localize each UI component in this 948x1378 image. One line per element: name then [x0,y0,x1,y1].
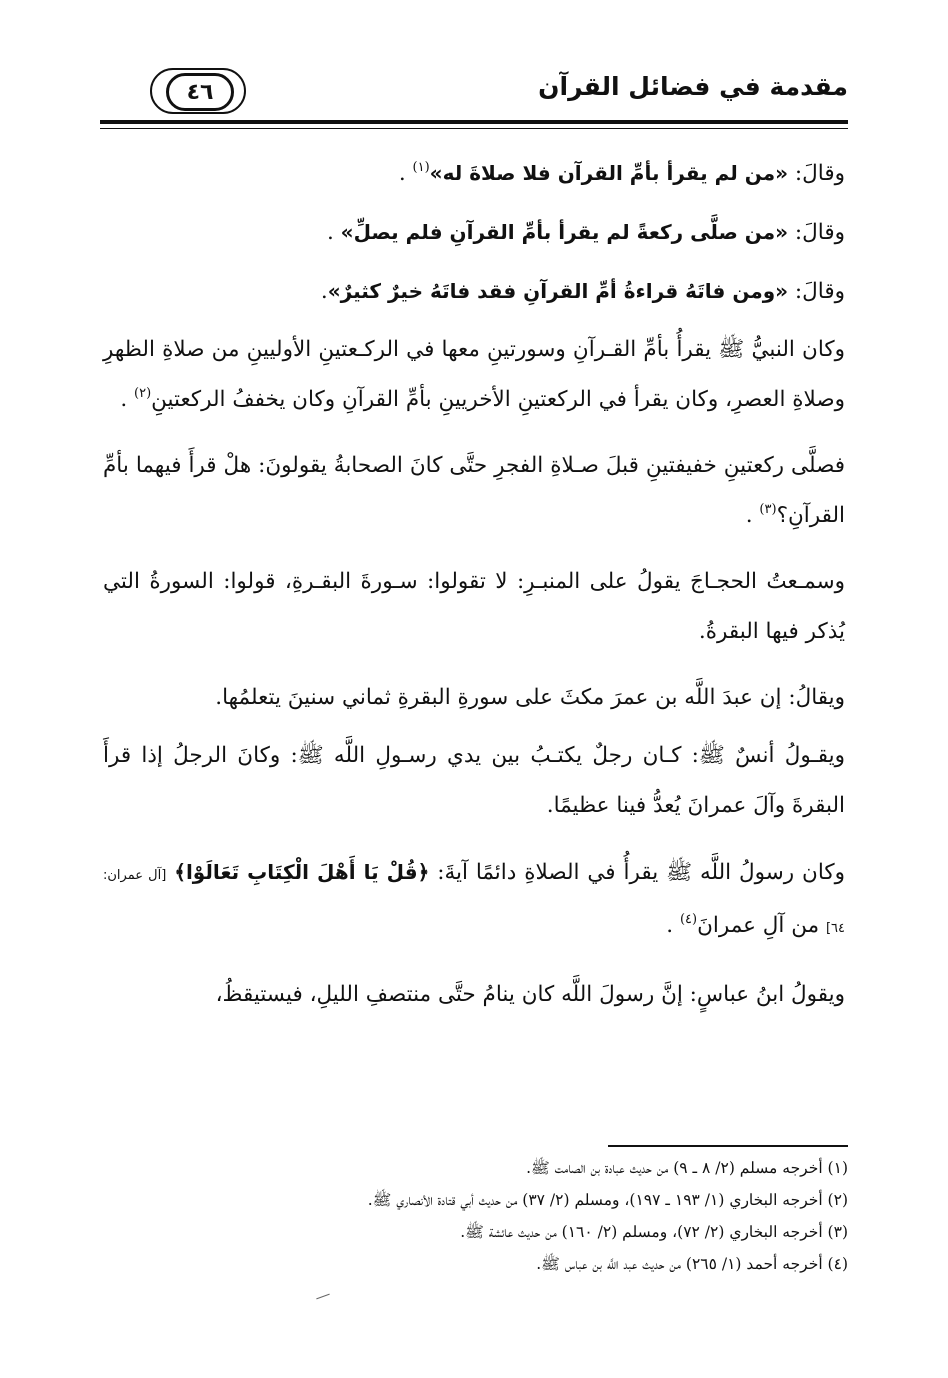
quran-verse: ﴿قُلْ يَا أَهْلَ الْكِتَابِ تَعَالَوْا﴾ [174,860,430,884]
hadith-quote: «ومن فاتَهُ قراءةُ أمِّ القرآنِ فقد فاتَهُ خيرٌ كثيرٌ» [327,279,789,303]
paragraph [103,441,845,541]
footnote: (١) أخرجه مسلم (٢/ ٨ ـ ٩) من حديث عبادة بن الصامت ﷺ. [526,1159,848,1177]
paragraph-text: من آلِ عمرانَ [697,913,826,938]
paragraph: ويقولُ ابنُ عباسٍ: إنَّ رسولَ اللَّه كان ينامُ حتَّى منتصفِ الليلِ، فيستيقظُ، [215,982,845,1007]
paragraph-end: . [398,161,413,186]
paragraph: ويقـولُ أنسٌ ﷺ: كـان رجلٌ يكتـبُ بين يدي رسـولِ اللَّه ﷺ: وكانَ الرجلُ إذا قرأَ البقرةَ وآلَ عمرانَ يُعدُّ فينا عظيمًا. [103,743,845,818]
verse-reference: [آل عمران: ٦٤] [103,868,845,936]
footnote: (٣) أخرجه البخاري (٢/ ٧٢)، ومسلم (٢/ ١٦٠) من حديث عائشة ﷺ. [460,1223,848,1241]
footnote: (٢) أخرجه البخاري (١/ ١٩٣ ـ ١٩٧)، ومسلم (٢/ ٣٧) من حديث أبي قتادة الأنصاري ﷺ. [367,1191,848,1209]
paragraph: وسمـعتُ الحجـاجَ يقولُ على المنبـرِ: لا تقولوا: سـورةَ البقـرةِ، قولوا: السورةُ التي يُذكر فيها البقرةُ. [103,569,845,644]
paragraph-end: . [120,387,135,412]
header-rule-thin [100,128,848,129]
paragraph-end: . [320,279,328,304]
paragraph [103,847,845,954]
page-number: ٤٦ [166,73,234,111]
paragraph: ويقالُ: إن عبدَ اللَّه بن عمرَ مكثَ على سورةِ البقرةِ ثماني سنينَ يتعلمُها. [215,685,845,710]
paragraph-end: . [666,913,680,938]
paragraph [103,325,845,425]
paragraph [103,266,845,317]
paragraph-end: . [745,503,760,528]
paragraph [103,148,845,199]
footnote-ref: (٣) [759,502,777,517]
paragraph-text: فصلَّى ركعتينِ خفيفتينِ قبلَ صـلاةِ الفجرِ حتَّى كانَ الصحابةُ يقولونَ: هلْ قرأَ فيهما بأمِّ القرآنِ؟ [103,453,845,528]
paragraph-text: وقالَ: [788,161,845,186]
hadith-quote: «من صلَّى ركعةً لم يقرأ بأمِّ القرآنِ فلم يصلِّ» [340,220,789,244]
running-title: مقدمة في فضائل القرآن [538,72,848,101]
footnote-ref: (١) [412,160,430,175]
page-number-badge [150,68,246,114]
footnote-ref: (٢) [134,386,152,401]
paragraph-end: . [326,220,341,245]
paragraph-text: وقالَ: [788,279,845,304]
paragraph-text: وكان رسولُ اللَّه ﷺ يقرأُ في الصلاةِ دائمًا آيةَ: [429,860,845,885]
page-header [100,66,848,116]
header-rule [100,120,848,124]
hadith-quote: «من لم يقرأ بأمِّ القرآن فلا صلاةَ له» [429,161,789,185]
footnote-rule [608,1145,848,1147]
paragraph [103,207,845,258]
paragraph-text: وقالَ: [788,220,845,245]
paragraph-text: وكان النبيُّ ﷺ يقرأُ بأمِّ القـرآنِ وسورتينِ معها في الركـعتينِ الأوليينِ من صلاةِ الظهرِ وصلاةِ العصرِ، وكان يقرأ في الركعتينِ الأخريينِ بأمِّ القرآنِ وكان يخففُ الركعتينِ [103,337,845,412]
scan-mark [316,1294,329,1300]
main-text [103,148,845,1020]
footnotes [103,1152,848,1280]
footnote-ref: (٤) [679,912,698,927]
footnote: (٤) أخرجه أحمد (١/ ٢٦٥) من حديث عبد اللَّه بن عباس ﷺ. [536,1255,848,1273]
